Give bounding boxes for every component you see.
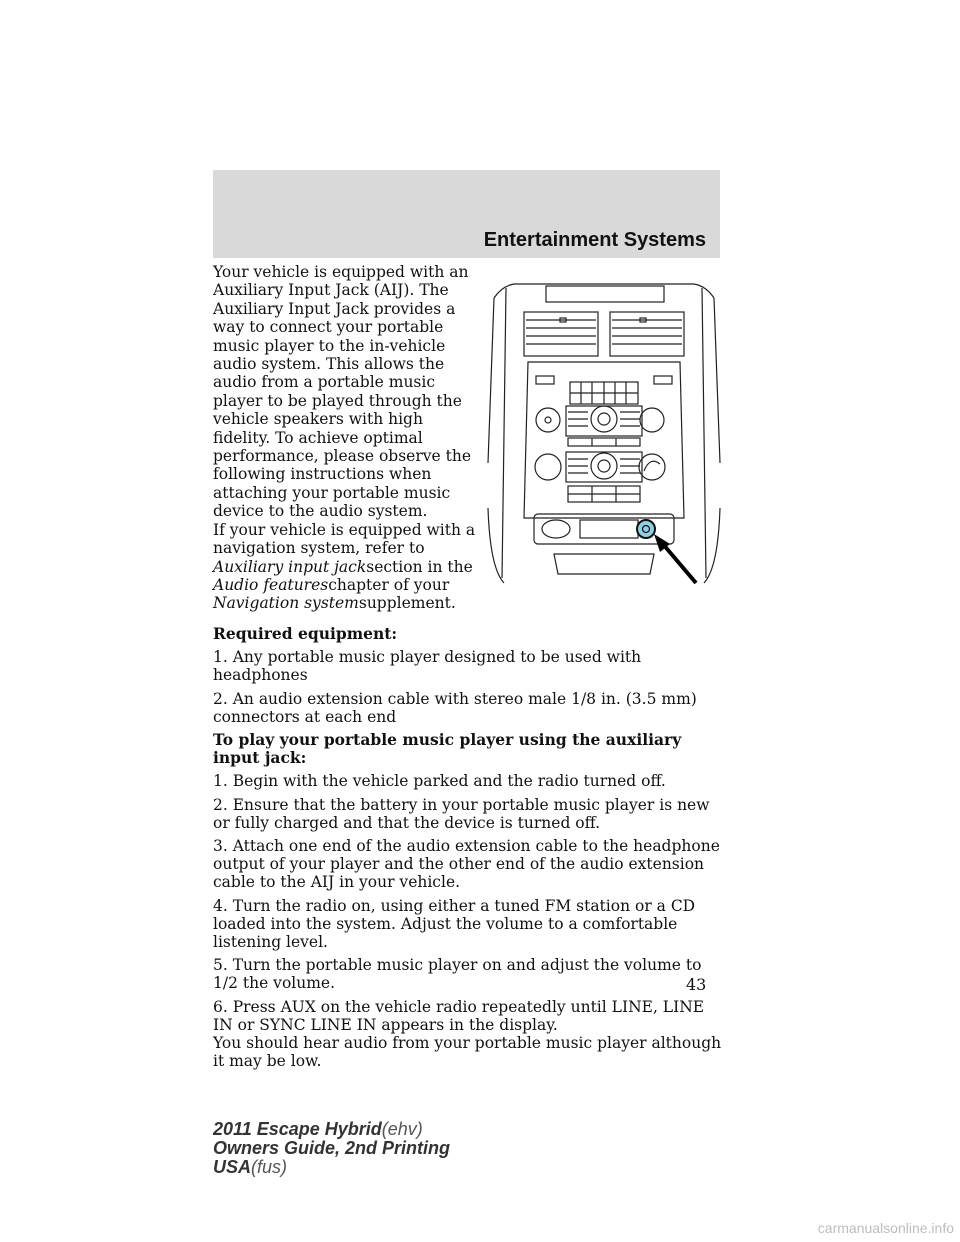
- footer-market-code: (fus): [251, 1157, 288, 1177]
- instruction-step: 2. Ensure that the battery in your portable music player is new or fully charged and that the device is turned off.: [213, 795, 710, 832]
- nav-italic-aux-jack: Auxiliary input jack: [213, 557, 367, 576]
- required-item: 2. An audio extension cable with stereo male 1/8 in. (3.5 mm) connectors at each end: [213, 689, 697, 726]
- footer-market: USA: [213, 1157, 252, 1177]
- instructions-section: [213, 625, 723, 1075]
- intro-paragraph: Your vehicle is equipped with an Auxiliary Input Jack (AIJ). The Auxiliary Input Jack provides a way to connect your portable music player to the in-vehicle audio system. This allows the audio from a portable music player to be played through the vehicle speakers with high fidelity. To achieve optimal performance, please observe the following instructions when attaching your portable music device to the audio system.: [213, 263, 471, 521]
- watermark: carmanualsonline.info: [817, 1220, 954, 1236]
- required-equipment-heading: Required equipment:: [213, 624, 398, 643]
- navigation-reference: [213, 521, 481, 613]
- document-footer: [213, 1120, 450, 1177]
- chapter-header-band: [213, 170, 720, 258]
- nav-text-1: If your vehicle is equipped with a navigation system, refer to: [213, 520, 476, 558]
- nav-text-4: supplement.: [358, 594, 456, 613]
- play-instructions-heading: To play your portable music player using the auxiliary input jack:: [213, 730, 682, 768]
- aux-jack-highlight: [637, 520, 655, 538]
- footer-line-1: [213, 1120, 450, 1139]
- chapter-title: Entertainment Systems: [483, 229, 706, 251]
- instruction-step: 4. Turn the radio on, using either a tuned FM station or a CD loaded into the system. Adjust the volume to a comfortable listening level.: [213, 896, 696, 952]
- radio-faceplate-illustration: [484, 278, 724, 590]
- instruction-step: 3. Attach one end of the audio extension cable to the headphone output of your player and the other end of the audio extension cable to the AIJ in your vehicle.: [213, 837, 720, 892]
- nav-text-3: chapter of your: [328, 575, 450, 594]
- instruction-step: 5. Turn the portable music player on and adjust the volume to 1/2 the volume.: [213, 956, 702, 993]
- required-item: 1. Any portable music player designed to be used with headphones: [213, 648, 642, 685]
- aux-jack-arrow-icon: [654, 534, 696, 583]
- footer-model-code: (ehv): [381, 1119, 423, 1139]
- nav-italic-audio-features: Audio features: [213, 575, 329, 594]
- intro-section: [213, 263, 481, 613]
- instruction-step: 1. Begin with the vehicle parked and the radio turned off.: [213, 772, 666, 791]
- nav-italic-navigation-system: Navigation system: [213, 594, 359, 613]
- footer-line-3: [213, 1158, 450, 1177]
- instruction-step: 6. Press AUX on the vehicle radio repeatedly until LINE, LINE IN or SYNC LINE IN appears in the display.: [213, 997, 705, 1034]
- footer-model: 2011 Escape Hybrid: [213, 1119, 382, 1139]
- closing-note: You should hear audio from your portable music player although it may be low.: [213, 1034, 722, 1071]
- footer-line-2: Owners Guide, 2nd Printing: [213, 1138, 451, 1158]
- nav-text-2: section in the: [366, 557, 473, 576]
- page-number: 43: [686, 975, 707, 994]
